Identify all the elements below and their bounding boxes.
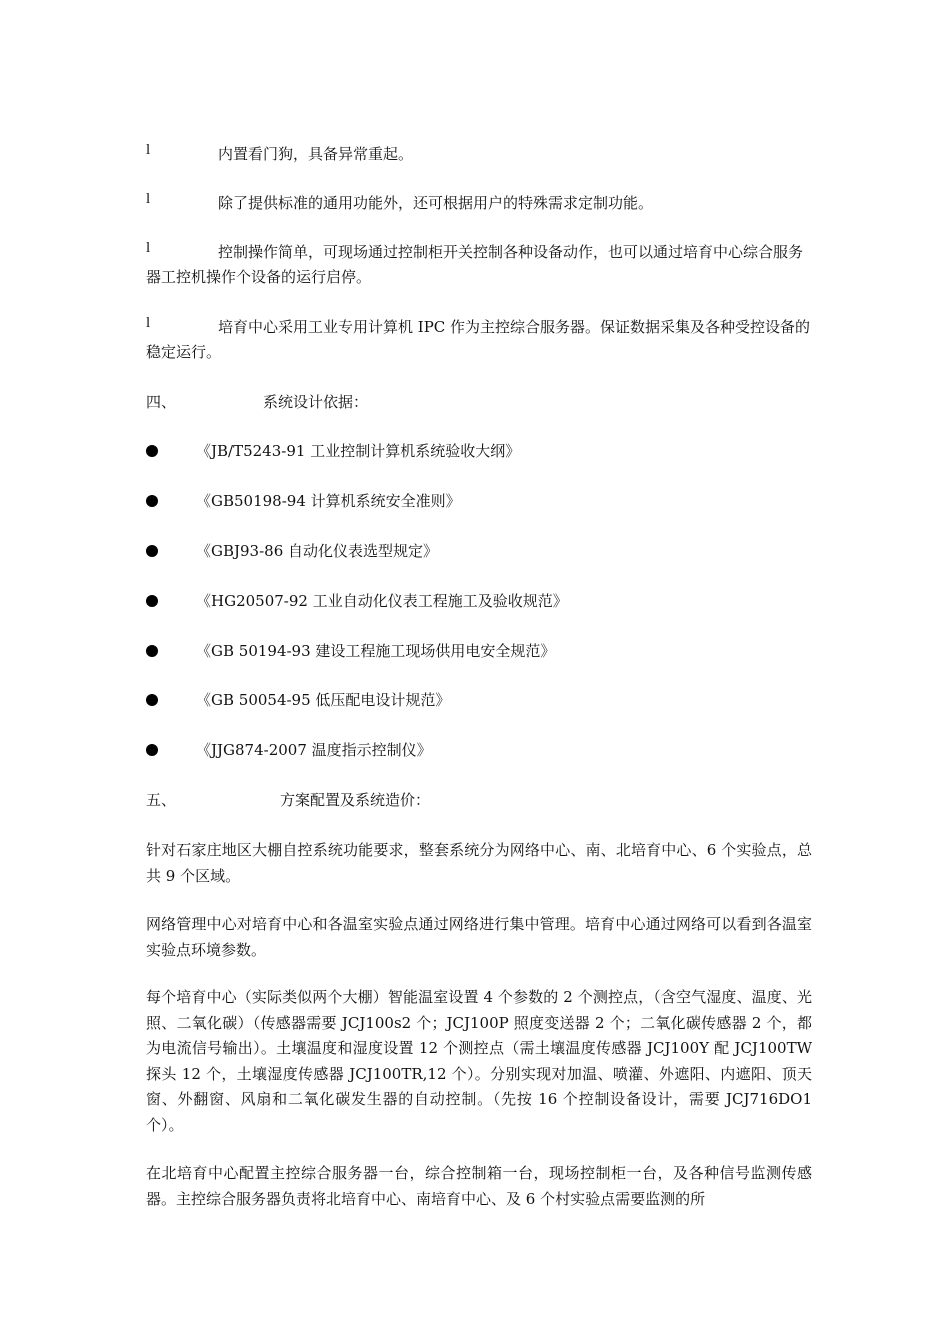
bullet-marker: l: [146, 142, 151, 158]
feature-text: 除了提供标准的通用功能外，还可根据用户的特殊需求定制功能。: [218, 194, 654, 212]
bullet-dot-icon: [146, 545, 158, 557]
standard-item: [146, 738, 816, 763]
section-title: 系统设计依据：: [263, 393, 369, 411]
standard-text: 《GBJ93-86 自动化仪表选型规定》: [196, 542, 439, 560]
standard-item: [146, 539, 816, 564]
bullet-marker: l: [146, 315, 151, 331]
standard-text: 《HG20507-92 工业自动化仪表工程施工及验收规范》: [196, 592, 568, 610]
feature-item: [146, 191, 816, 216]
section-number: 五、: [146, 791, 177, 809]
standard-item: [146, 489, 816, 514]
standard-text: 《JB/T5243-91 工业控制计算机系统验收大纲》: [196, 442, 521, 460]
body-paragraph: 在北培育中心配置主控综合服务器一台，综合控制箱一台，现场控制柜一台，及各种信号监测传感器。主控综合服务器负责将北培育中心、南培育中心、及 6 个村实验点需要监测的所: [146, 1164, 812, 1208]
bullet-dot-icon: [146, 445, 158, 457]
bullet-dot-icon: [146, 645, 158, 657]
bullet-dot-icon: [146, 694, 158, 706]
standard-text: 《GB50198-94 计算机系统安全准则》: [196, 492, 461, 510]
bullet-dot-icon: [146, 744, 158, 756]
feature-text: 内置看门狗，具备异常重起。: [218, 145, 414, 163]
bullet-dot-icon: [146, 495, 158, 507]
standard-text: 《GB 50054-95 低压配电设计规范》: [196, 691, 451, 709]
standard-item: [146, 639, 816, 664]
bullet-marker: l: [146, 240, 151, 256]
body-paragraph: 每个培育中心（实际类似两个大棚）智能温室设置 4 个参数的 2 个测控点，（含空气湿度、温度、光照、二氧化碳）（传感器需要 JCJ100s2 个；JCJ100P 照度变送器 2 个；二氧化碳传感器 2 个，都为电流信号输出）。土壤温度和湿度设置 12 个测控点（需土壤温度传感器 JCJ100Y 配 JCJ100TW 探头 12 个，土壤湿度传感器 JCJ100TR,12 个）。分别实现对加温、喷灌、外遮阳、内遮阳、顶天窗、外翻窗、风扇和二氧化碳发生器的自动控制。（先按 16 个控制设备设计，需要 JCJ716DO1 个）。: [146, 988, 812, 1134]
body-paragraph: 针对石家庄地区大棚自控系统功能要求，整套系统分为网络中心、南、北培育中心、6 个实验点，总共 9 个区域。: [146, 841, 812, 885]
feature-text: 培育中心采用工业专用计算机 IPC 作为主控综合服务器。保证数据采集及各种受控设备的稳定运行。: [146, 318, 811, 361]
standard-item: [146, 688, 816, 713]
section-title: 方案配置及系统造价：: [280, 791, 431, 809]
standard-text: 《GB 50194-93 建设工程施工现场供用电安全规范》: [196, 642, 556, 660]
section-number: 四、: [146, 393, 177, 411]
feature-text: 控制操作简单，可现场通过控制柜开关控制各种设备动作，也可以通过培育中心综合服务器工控机操作个设备的运行启停。: [146, 243, 804, 286]
feature-item: [146, 315, 816, 365]
bullet-dot-icon: [146, 595, 158, 607]
feature-item: [146, 240, 816, 290]
feature-item: [146, 142, 816, 167]
bullet-marker: l: [146, 191, 151, 207]
body-paragraph: 网络管理中心对培育中心和各温室实验点通过网络进行集中管理。培育中心通过网络可以看到各温室实验点环境参数。: [146, 915, 812, 959]
standard-item: [146, 439, 816, 464]
standard-text: 《JJG874-2007 温度指示控制仪》: [196, 741, 432, 759]
standard-item: [146, 589, 816, 614]
